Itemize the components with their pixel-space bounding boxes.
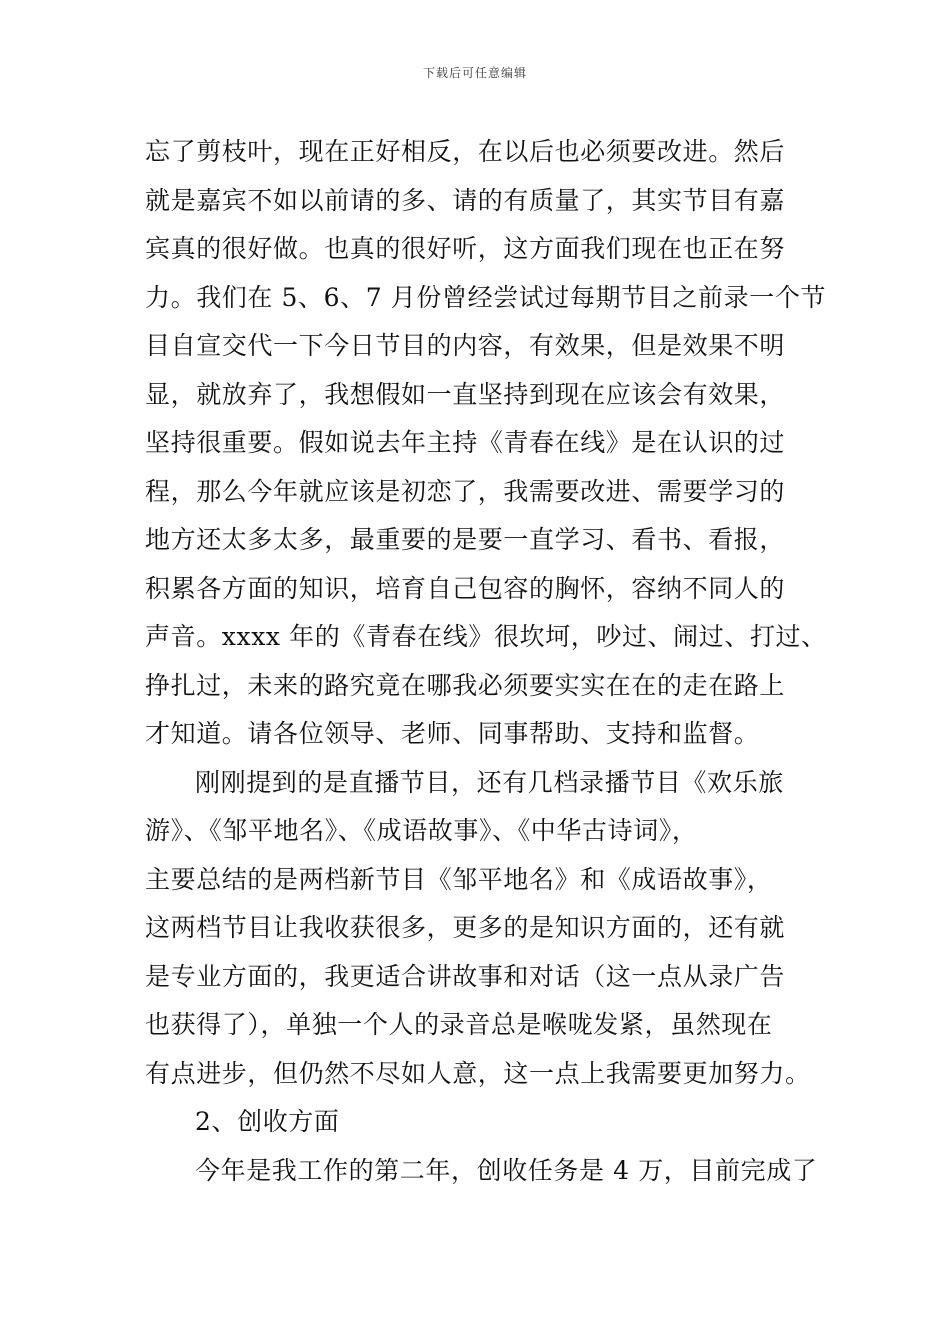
text-line: 程，那么今年就应该是初恋了，我需要改进、需要学习的 <box>145 476 786 506</box>
text-line: 力。我们在 5、6、7 月份曾经尝试过每期节目之前录一个节 <box>145 282 827 312</box>
text-line: 地方还太多太多，最重要的是要一直学习、看书、看报， <box>145 525 786 554</box>
text-line: 主要总结的是两档新节目《邹平地名》和《成语故事》， <box>145 864 773 894</box>
page-header: 下载后可任意编辑 <box>422 66 527 80</box>
text-line: 坚持很重要。假如说去年主持《青春在线》是在认识的过 <box>145 428 786 457</box>
text-line: 积累各方面的知识，培育自己包容的胸怀，容纳不同人的 <box>145 573 786 603</box>
text-line: 才知道。请各位领导、老师、同事帮助、支持和监督。 <box>145 719 760 748</box>
text-line: 显，就放弃了，我想假如一直坚持到现在应该会有效果， <box>145 379 786 409</box>
text-line: 是专业方面的，我更适合讲故事和对话（这一点从录广告 <box>145 961 786 991</box>
text-line: 这两档节目让我收获很多，更多的是知识方面的，还有就 <box>145 913 786 942</box>
text-line: 也获得了），单独一个人的录音总是喉咙发紧，虽然现在 <box>145 1010 773 1039</box>
text-line: 有点进步，但仍然不尽如人意，这一点上我需要更加努力。 <box>145 1058 811 1088</box>
text-line: 游》、《邹平地名》、《成语故事》、《中华古诗词》， <box>145 816 698 845</box>
text-line: 忘了剪枝叶，现在正好相反，在以后也必须要改进。然后 <box>145 137 786 166</box>
text-line: 挣扎过，未来的路究竟在哪我必须要实实在在的走在路上 <box>145 670 786 700</box>
text-line: 就是嘉宾不如以前请的多、请的有质量了，其实节目有嘉 <box>145 185 786 215</box>
text-line: 2、创收方面 <box>195 1107 340 1136</box>
text-line: 刚刚提到的是直播节目，还有几档录播节目《欢乐旅 <box>195 767 784 797</box>
text-line: 声音。xxxx 年的《青春在线》很坎坷，吵过、闹过、打过、 <box>145 622 827 651</box>
text-line: 今年是我工作的第二年，创收任务是 4 万，目前完成了 <box>195 1155 818 1185</box>
document-body <box>145 128 825 1195</box>
text-line: 宾真的很好做。也真的很好听，这方面我们现在也正在努 <box>145 234 786 263</box>
text-line: 目自宣交代一下今日节目的内容，有效果，但是效果不明 <box>145 331 786 360</box>
